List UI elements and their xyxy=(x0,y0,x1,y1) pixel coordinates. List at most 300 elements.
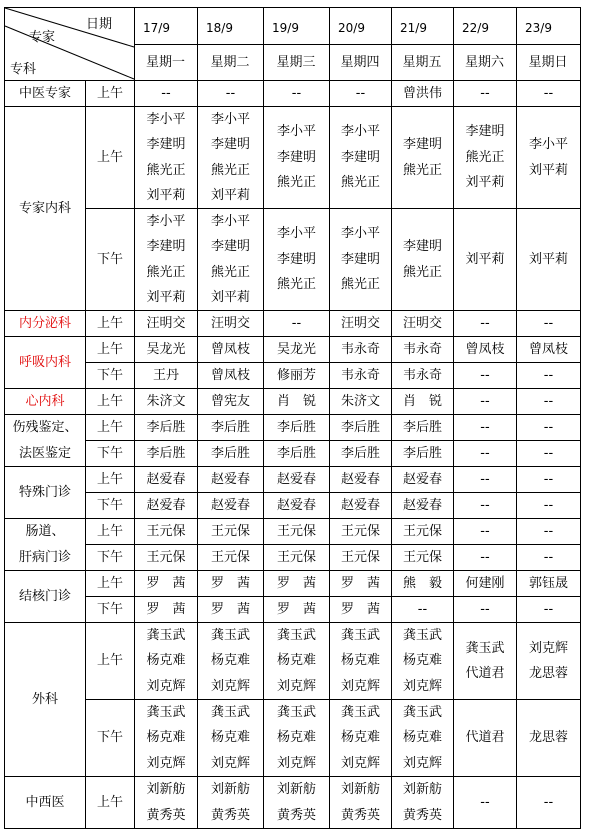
doctor-cell xyxy=(330,571,391,596)
doctor-cell xyxy=(198,623,263,699)
doctor-cell xyxy=(264,209,329,310)
cell-text: 18/9 xyxy=(206,21,233,35)
cell-text: 下午 xyxy=(96,730,123,746)
cell-text: 王元保 xyxy=(402,549,442,565)
cell-text: 17/9 xyxy=(143,21,170,35)
cell-text: 赵爱春 xyxy=(146,497,186,513)
doctor-cell xyxy=(392,777,453,828)
doctor-cell xyxy=(135,363,197,388)
doctor-cell xyxy=(264,545,329,570)
cell-text: 肝病门诊 xyxy=(18,549,71,565)
doctor-cell xyxy=(198,467,263,492)
grid-line xyxy=(85,80,86,829)
cell-text: 星期六 xyxy=(464,54,504,70)
cell-text: 刘新舫 xyxy=(276,782,316,797)
cell-text: 肖 锐 xyxy=(276,393,316,409)
date-header xyxy=(197,8,263,44)
cell-text: 上午 xyxy=(96,341,123,357)
cell-text: 熊光正 xyxy=(276,277,316,293)
cell-text: 心内科 xyxy=(25,393,65,409)
corner-expert-label: 专家 xyxy=(29,30,56,45)
cell-text: 王元保 xyxy=(340,523,380,539)
cell-text: 熊光正 xyxy=(210,264,250,280)
date-header xyxy=(329,8,391,44)
cell-text: 李小平 xyxy=(210,111,250,127)
cell-text: 熊光正 xyxy=(340,175,380,191)
cell-text: 21/9 xyxy=(400,21,427,35)
cell-text: 李建明 xyxy=(276,149,316,165)
cell-text: 上午 xyxy=(96,794,123,810)
cell-text: 罗 茜 xyxy=(340,575,380,591)
doctor-cell xyxy=(517,389,580,414)
cell-text: 杨克难 xyxy=(340,730,380,746)
period-label xyxy=(86,81,134,106)
cell-text: 汪明交 xyxy=(210,315,250,331)
cell-text: -- xyxy=(543,794,554,810)
doctor-cell xyxy=(198,337,263,362)
date-header xyxy=(516,8,580,44)
cell-text: 龚玉武 xyxy=(210,704,250,720)
cell-text: -- xyxy=(480,471,490,487)
cell-text: 李建明 xyxy=(146,239,186,254)
doctor-cell xyxy=(517,777,580,828)
period-label xyxy=(86,415,134,440)
doctor-cell xyxy=(198,441,263,466)
doctor-cell xyxy=(135,493,197,518)
cell-text: 刘平莉 xyxy=(528,251,568,267)
cell-text: 朱济文 xyxy=(340,393,380,409)
doctor-cell xyxy=(135,81,197,106)
cell-text: 上午 xyxy=(96,393,123,409)
date-header xyxy=(263,8,329,44)
doctor-cell xyxy=(135,107,197,208)
cell-text: -- xyxy=(480,601,490,617)
doctor-cell xyxy=(454,81,516,106)
cell-text: 龚玉武 xyxy=(210,627,250,643)
cell-text: 李小平 xyxy=(528,137,568,152)
cell-text: 王元保 xyxy=(276,523,316,539)
corner-date-label: 日期 xyxy=(86,17,113,32)
cell-text: 熊光正 xyxy=(146,264,186,280)
cell-text: 刘平莉 xyxy=(146,290,186,305)
cell-text: -- xyxy=(543,367,554,383)
department-name xyxy=(5,415,85,466)
cell-text: 李后胜 xyxy=(276,445,316,461)
cell-text: 曾凤枝 xyxy=(210,367,250,383)
cell-text: -- xyxy=(291,85,302,101)
cell-text: 龚玉武 xyxy=(402,704,442,720)
doctor-cell xyxy=(392,441,453,466)
doctor-cell xyxy=(135,209,197,310)
cell-text: 罗 茜 xyxy=(276,575,316,591)
cell-text: 19/9 xyxy=(272,21,299,35)
doctor-cell xyxy=(454,597,516,622)
cell-text: 上午 xyxy=(96,471,123,487)
cell-text: 刘新舫 xyxy=(146,782,186,797)
cell-text: 赵爱春 xyxy=(402,471,442,487)
cell-text: 上午 xyxy=(96,653,123,669)
cell-text: 刘克辉 xyxy=(402,678,442,694)
doctor-cell xyxy=(517,363,580,388)
cell-text: 刘克辉 xyxy=(402,755,442,771)
cell-text: 王元保 xyxy=(276,549,316,565)
doctor-cell xyxy=(392,700,453,776)
doctor-cell xyxy=(517,415,580,440)
cell-text: 李建明 xyxy=(210,137,250,152)
cell-text: 吴龙光 xyxy=(146,341,186,357)
grid-line xyxy=(580,7,581,829)
cell-text: 中医专家 xyxy=(18,85,71,101)
cell-text: -- xyxy=(480,85,490,101)
doctor-cell xyxy=(330,389,391,414)
doctor-cell xyxy=(135,389,197,414)
doctor-cell xyxy=(198,389,263,414)
cell-text: 赵爱春 xyxy=(210,497,250,513)
cell-text: 刘克辉 xyxy=(146,678,186,694)
weekday-header xyxy=(453,45,516,80)
doctor-cell xyxy=(330,545,391,570)
grid-line xyxy=(391,7,392,829)
doctor-cell xyxy=(454,311,516,336)
cell-text: 黄秀英 xyxy=(146,807,186,823)
grid-line xyxy=(263,7,264,829)
doctor-cell xyxy=(135,415,197,440)
doctor-cell xyxy=(264,493,329,518)
cell-text: 杨克难 xyxy=(210,653,250,669)
doctor-cell xyxy=(330,107,391,208)
date-header xyxy=(391,8,453,44)
doctor-cell xyxy=(135,623,197,699)
doctor-cell xyxy=(517,107,580,208)
cell-text: 龚玉武 xyxy=(276,704,316,720)
period-label xyxy=(86,389,134,414)
cell-text: 肠道、 xyxy=(25,524,65,539)
cell-text: 龚玉武 xyxy=(340,627,380,643)
cell-text: 刘新舫 xyxy=(210,782,250,797)
cell-text: 熊光正 xyxy=(402,162,442,178)
doctor-cell xyxy=(198,311,263,336)
doctor-cell xyxy=(135,337,197,362)
cell-text: 23/9 xyxy=(525,21,552,35)
cell-text: 李建明 xyxy=(402,239,442,254)
doctor-cell xyxy=(454,467,516,492)
doctor-cell xyxy=(264,363,329,388)
doctor-cell xyxy=(454,545,516,570)
doctor-cell xyxy=(517,337,580,362)
doctor-cell xyxy=(264,597,329,622)
cell-text: 龙思蓉 xyxy=(528,666,568,681)
doctor-cell xyxy=(392,623,453,699)
cell-text: 李小平 xyxy=(276,124,316,140)
weekday-header xyxy=(134,45,197,80)
cell-text: 刘平莉 xyxy=(465,251,505,267)
cell-text: 赵爱春 xyxy=(276,497,316,513)
cell-text: 李建明 xyxy=(340,251,380,267)
cell-text: -- xyxy=(480,549,490,565)
cell-text: 王元保 xyxy=(402,523,442,539)
cell-text: 李小平 xyxy=(146,111,186,127)
doctor-cell xyxy=(135,597,197,622)
corner-dept-label: 专科 xyxy=(10,62,37,77)
period-label xyxy=(86,623,134,699)
cell-text: 赵爱春 xyxy=(146,471,186,487)
period-label xyxy=(86,777,134,828)
cell-text: 上午 xyxy=(96,149,123,165)
doctor-cell xyxy=(330,623,391,699)
cell-text: 李小平 xyxy=(340,226,380,242)
cell-text: 杨克难 xyxy=(146,653,186,669)
cell-text: 星期四 xyxy=(340,54,380,70)
doctor-cell xyxy=(198,107,263,208)
cell-text: 刘克辉 xyxy=(210,678,250,694)
cell-text: 汪明交 xyxy=(340,315,380,331)
cell-text: -- xyxy=(543,315,554,331)
doctor-cell xyxy=(135,311,197,336)
cell-text: 刘平莉 xyxy=(210,290,250,305)
doctor-cell xyxy=(454,209,516,310)
cell-text: 李小平 xyxy=(146,213,186,229)
cell-text: 罗 茜 xyxy=(210,601,250,617)
cell-text: 22/9 xyxy=(462,21,489,35)
cell-text: 杨克难 xyxy=(276,653,316,669)
period-label xyxy=(86,467,134,492)
doctor-cell xyxy=(392,519,453,544)
cell-text: 龚玉武 xyxy=(402,627,442,643)
cell-text: 黄秀英 xyxy=(276,807,316,823)
cell-text: 吴龙光 xyxy=(276,341,316,357)
doctor-cell xyxy=(454,519,516,544)
cell-text: 罗 茜 xyxy=(276,601,316,617)
cell-text: 何建刚 xyxy=(465,575,505,591)
grid-line xyxy=(197,7,198,829)
cell-text: 李后胜 xyxy=(210,419,250,435)
period-label xyxy=(86,363,134,388)
cell-text: 专家内科 xyxy=(18,200,71,216)
cell-text: 韦永奇 xyxy=(340,341,380,357)
doctor-cell xyxy=(264,311,329,336)
doctor-cell xyxy=(198,597,263,622)
cell-text: 熊光正 xyxy=(340,277,380,293)
cell-text: -- xyxy=(480,794,490,810)
cell-text: 李建明 xyxy=(210,239,250,254)
doctor-cell xyxy=(135,700,197,776)
period-label xyxy=(86,545,134,570)
doctor-cell xyxy=(392,597,453,622)
doctor-cell xyxy=(135,519,197,544)
doctor-cell xyxy=(264,441,329,466)
period-label xyxy=(86,337,134,362)
doctor-cell xyxy=(330,493,391,518)
doctor-cell xyxy=(454,415,516,440)
weekday-header xyxy=(329,45,391,80)
cell-text: 刘克辉 xyxy=(340,678,380,694)
doctor-cell xyxy=(330,777,391,828)
cell-text: 李建明 xyxy=(340,149,380,165)
doctor-cell xyxy=(198,700,263,776)
cell-text: 汪明交 xyxy=(402,315,442,331)
department-name xyxy=(5,623,85,776)
cell-text: 王元保 xyxy=(146,549,186,565)
cell-text: 罗 茜 xyxy=(146,601,186,617)
cell-text: 龚玉武 xyxy=(146,627,186,643)
cell-text: 曾凤枝 xyxy=(210,341,250,357)
doctor-cell xyxy=(517,623,580,699)
grid-line xyxy=(134,7,135,829)
cell-text: 龚玉武 xyxy=(465,640,505,656)
weekday-header xyxy=(516,45,580,80)
period-label xyxy=(86,571,134,596)
doctor-cell xyxy=(330,363,391,388)
cell-text: 罗 茜 xyxy=(146,575,186,591)
cell-text: 下午 xyxy=(96,367,123,383)
cell-text: 特殊门诊 xyxy=(18,484,71,500)
cell-text: 赵爱春 xyxy=(340,497,380,513)
doctor-cell xyxy=(198,209,263,310)
doctor-cell xyxy=(330,209,391,310)
cell-text: 黄秀英 xyxy=(402,807,442,823)
period-label xyxy=(86,700,134,776)
doctor-cell xyxy=(454,363,516,388)
doctor-cell xyxy=(264,337,329,362)
cell-text: 外科 xyxy=(31,691,58,707)
cell-text: -- xyxy=(417,601,428,617)
doctor-cell xyxy=(264,107,329,208)
cell-text: 李后胜 xyxy=(210,445,250,461)
cell-text: 李建明 xyxy=(146,137,186,152)
doctor-cell xyxy=(517,545,580,570)
doctor-cell xyxy=(517,81,580,106)
grid-line xyxy=(4,7,5,829)
cell-text: 刘克辉 xyxy=(210,755,250,771)
doctor-cell xyxy=(198,545,263,570)
cell-text: -- xyxy=(480,497,490,513)
cell-text: -- xyxy=(480,419,490,435)
cell-text: 上午 xyxy=(96,575,123,591)
weekday-header xyxy=(391,45,453,80)
cell-text: 李建明 xyxy=(276,251,316,267)
doctor-cell xyxy=(198,415,263,440)
cell-text: 罗 茜 xyxy=(340,601,380,617)
cell-text: 上午 xyxy=(96,523,123,539)
department-name xyxy=(5,311,85,336)
cell-text: 赵爱春 xyxy=(402,497,442,513)
cell-text: -- xyxy=(480,367,490,383)
cell-text: 法医鉴定 xyxy=(18,445,71,461)
cell-text: 熊光正 xyxy=(146,162,186,178)
cell-text: 上午 xyxy=(96,315,123,331)
grid-line xyxy=(329,7,330,829)
doctor-cell xyxy=(198,493,263,518)
cell-text: 李小平 xyxy=(340,124,380,140)
cell-text: 杨克难 xyxy=(210,730,250,746)
doctor-cell xyxy=(264,81,329,106)
department-name xyxy=(5,519,85,570)
cell-text: 刘平莉 xyxy=(210,188,250,203)
cell-text: 下午 xyxy=(96,549,123,565)
cell-text: 杨克难 xyxy=(146,730,186,746)
doctor-cell xyxy=(264,389,329,414)
cell-text: 刘克辉 xyxy=(528,640,568,656)
doctor-cell xyxy=(454,441,516,466)
doctor-cell xyxy=(454,700,516,776)
cell-text: 结核门诊 xyxy=(18,588,71,604)
cell-text: 龚玉武 xyxy=(276,627,316,643)
cell-text: 龚玉武 xyxy=(146,704,186,720)
cell-text: 下午 xyxy=(96,601,123,617)
cell-text: -- xyxy=(543,497,554,513)
doctor-cell xyxy=(517,311,580,336)
doctor-cell xyxy=(392,81,453,106)
doctor-cell xyxy=(392,493,453,518)
cell-text: 杨克难 xyxy=(276,730,316,746)
cell-text: 韦永奇 xyxy=(402,367,442,383)
cell-text: 李建明 xyxy=(465,124,505,140)
cell-text: 王元保 xyxy=(210,549,250,565)
cell-text: 上午 xyxy=(96,85,123,101)
cell-text: 赵爱春 xyxy=(210,471,250,487)
doctor-cell xyxy=(264,623,329,699)
doctor-cell xyxy=(264,519,329,544)
cell-text: 龙思蓉 xyxy=(528,730,568,746)
doctor-cell xyxy=(392,363,453,388)
date-header xyxy=(134,8,197,44)
cell-text: 刘克辉 xyxy=(340,755,380,771)
cell-text: 上午 xyxy=(96,419,123,435)
doctor-cell xyxy=(517,209,580,310)
doctor-cell xyxy=(135,777,197,828)
cell-text: -- xyxy=(543,445,554,461)
doctor-cell xyxy=(264,415,329,440)
doctor-cell xyxy=(454,107,516,208)
cell-text: -- xyxy=(225,85,236,101)
doctor-cell xyxy=(517,467,580,492)
cell-text: -- xyxy=(543,419,554,435)
cell-text: 李后胜 xyxy=(340,419,380,435)
doctor-cell xyxy=(517,597,580,622)
cell-text: 下午 xyxy=(96,497,123,513)
cell-text: 曾洪伟 xyxy=(402,85,442,101)
cell-text: 肖 锐 xyxy=(402,393,442,409)
doctor-cell xyxy=(198,363,263,388)
cell-text: 刘平莉 xyxy=(465,175,505,191)
cell-text: 熊 毅 xyxy=(402,575,442,591)
doctor-cell xyxy=(330,81,391,106)
department-name xyxy=(5,389,85,414)
department-name xyxy=(5,571,85,622)
cell-text: 星期一 xyxy=(145,54,185,70)
cell-text: 赵爱春 xyxy=(276,471,316,487)
cell-text: 杨克难 xyxy=(402,653,442,669)
cell-text: -- xyxy=(291,315,302,331)
doctor-cell xyxy=(264,700,329,776)
doctor-cell xyxy=(135,441,197,466)
doctor-cell xyxy=(454,623,516,699)
doctor-cell xyxy=(454,571,516,596)
cell-text: 朱济文 xyxy=(146,393,186,409)
cell-text: 刘克辉 xyxy=(146,755,186,771)
doctor-cell xyxy=(392,107,453,208)
doctor-cell xyxy=(264,777,329,828)
weekday-header xyxy=(197,45,263,80)
doctor-cell xyxy=(454,493,516,518)
doctor-cell xyxy=(330,700,391,776)
department-name xyxy=(5,337,85,388)
doctor-cell xyxy=(330,311,391,336)
doctor-cell xyxy=(198,81,263,106)
doctor-cell xyxy=(517,519,580,544)
doctor-cell xyxy=(330,597,391,622)
cell-text: 曾凤枝 xyxy=(465,341,505,357)
